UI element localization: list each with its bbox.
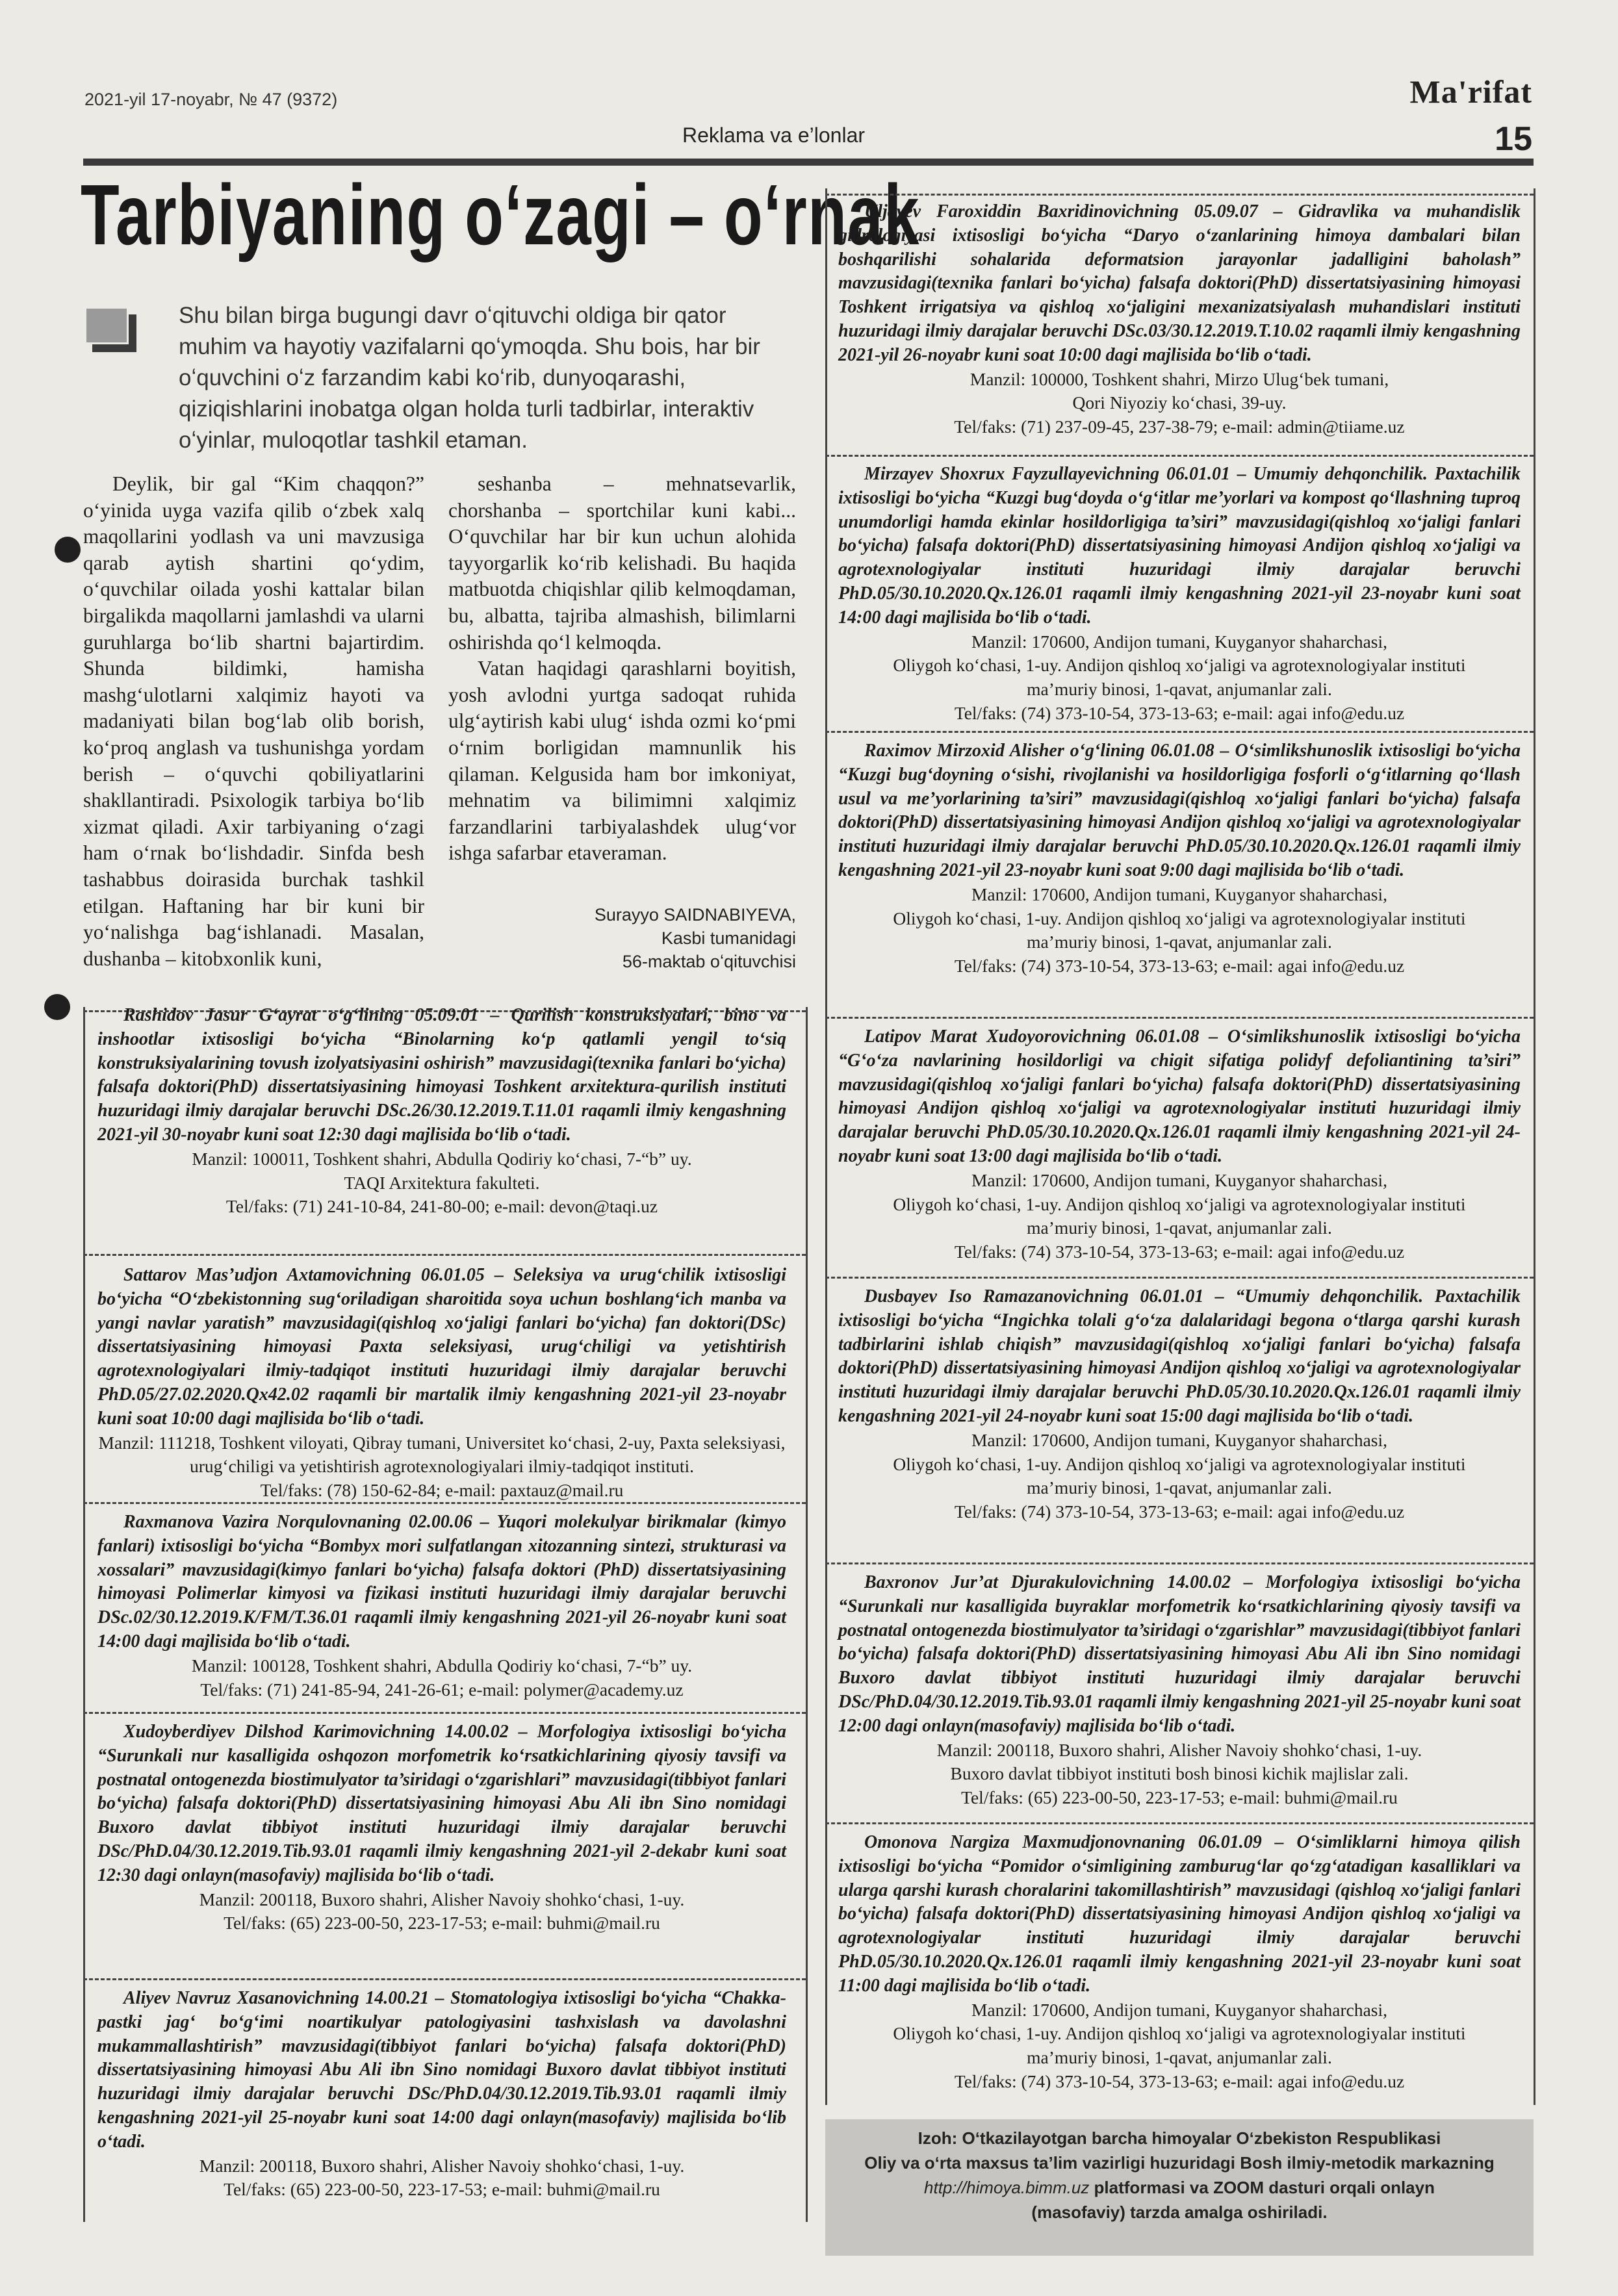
announcement [97, 1264, 786, 1503]
announcement-address: ma’muriy binosi, 1-qavat, anjumanlar zali. [1027, 1477, 1332, 1498]
announcement-text: Omonova Nargiza Maxmudjonovnaning 06.01.09 – Oʻsimliklarni himoya qilish ixtisosligi boʻyicha “Pomidor oʻsimligining zamburugʻlar qoʻzgʻatadigan kasalliklari va ularga qarshi kurash choralarini takomillashtirish” mavzusidagi (qishloq xoʻjaligi fanlari boʻyicha) falsafa doktori(PhD) dissertatsiyasining himoyasi Andijon qishloq xoʻjaligi va agrotexnologiyalar instituti huzuridagi ilmiy darajalar beruvchi PhD.05/30.10.2020.Qx.126.01 raqamli ilmiy kengashning 2021-yil 23-noyabr kuni soat 11:00 dagi majlisida boʻlib oʻtadi. [838, 1832, 1521, 1996]
announcement-address: Manzil: 200118, Buxoro shahri, Alisher Navoiy shohkoʻchasi, 1-uy. [199, 1889, 685, 1909]
article-column-2 [448, 471, 796, 867]
announcement-text: Aliyev Navruz Xasanovichning 14.00.21 – Stomatologiya ixtisosligi boʻyicha “Chakka-pastki jagʻ boʻgʻimi noartikulyar patologiyasini tashxislash va davolashni mukammallashtirish” mavzusidagi(tibbiyot fanlari boʻyicha) falsafa doktori(PhD) dissertatsiyasining himoyasi Abu Ali ibn Sino nomidagi Buxoro davlat tibbiyot instituti huzuridagi ilmiy darajalar beruvchi DSc/PhD.04/30.12.2019.Tib.93.01 raqamli ilmiy kengashning 2021-yil 25-noyabr kuni soat 14:00 dagi onlayn(masofaviy) majlisida boʻlib oʻtadi. [97, 1988, 786, 2152]
article-paragraph: seshanba – mehnatsevarlik, chorshanba – sportchilar kuni kabi... Oʻquvchilar har bir kun uchun alohida tayyorgarlik koʻrib kelishadi. Bu haqida matbuotda chiqishlar qilib kelmoqdaman, bu, albatta, tajriba almashish, bilimlarni oshirishda qoʻl kelmoqda. [448, 472, 796, 654]
announcement-contacts: Tel/faks: (65) 223-00-50, 223-17-53; e-mail: buhmi@mail.ru [224, 2179, 660, 2200]
announcement-address: Oliygoh koʻchasi, 1-uy. Andijon qishloq xoʻjaligi va agrotexnologiyalar instituti [893, 1453, 1466, 1474]
announcement-text: Uljayev Faroxiddin Baxridinovichning 05.09.07 – Gidravlika va muhandislik gidrologiyasi ixtisosligi boʻyicha “Daryo oʻzanlarining himoya dambalari bilan boshqarilishi sohalarida deformatsion jarayonlar jadalligini baholash” mavzusidagi(texnika fanlari boʻyicha) falsafa doktori(PhD) dissertatsiyasining himoyasi Toshkent irrigatsiya va qishloq xoʻjaligini mexanizatsiyalash muhandislari instituti huzuridagi ilmiy darajalar beruvchi DSc.03/30.12.2019.T.10.02 raqamli ilmiy kengashning 2021-yil 26-noyabr kuni soat 10:00 dagi majlisida boʻlib oʻtadi. [838, 201, 1521, 365]
announcement-text: Sattarov Mas’udjon Axtamovichning 06.01.05 – Seleksiya va urugʻchilik ixtisosligi boʻyicha “Oʻzbekistonning sugʻoriladigan sharoitida soya uchun boshlangʻich manba va yangi navlar yaratish” mavzusidagi(qishloq xoʻjaligi fanlari boʻyicha) fan doktori(DSc) dissertatsiyasining himoyasi Paxta seleksiyasi, urugʻchiligi va yetishtirish agrotexnologiyalari ilmiy-tadqiqot instituti huzuridagi ilmiy darajalar beruvchi PhD.05/27.02.2020.Qx42.02 raqamli bir martalik ilmiy kengashning 2021-yil 23-noyabr kuni soat 10:00 dagi majlisida boʻlib oʻtadi. [97, 1265, 786, 1429]
announcement [838, 1285, 1521, 1524]
platform-link[interactable]: http://himoya.bimm.uz [924, 2178, 1090, 2197]
announcement-address: Manzil: 100128, Toshkent shahri, Abdulla Qodiriy koʻchasi, 7-“b” uy. [191, 1655, 693, 1676]
announcement [97, 1987, 786, 2202]
ad-separator [83, 1712, 806, 1714]
binder-hole-icon [55, 537, 81, 563]
announcement-contacts: Tel/faks: (74) 373-10-54, 373-13-63; e-mail: agai info@edu.uz [954, 1501, 1405, 1522]
announcement-contacts: Tel/faks: (74) 373-10-54, 373-13-63; e-mail: agai info@edu.uz [954, 956, 1405, 976]
ad-separator [83, 1978, 806, 1980]
announcement-address: Manzil: 100011, Toshkent shahri, Abdulla Qodiriy koʻchasi, 7-“b” uy. [192, 1148, 692, 1169]
announcement-address: Buxoro davlat tibbiyot instituti bosh binosi kichik majlislar zali. [950, 1763, 1409, 1784]
announcement-address: Manzil: 170600, Andijon tumani, Kuyganyor shaharchasi, [971, 1429, 1388, 1450]
announcement-text: Dusbayev Iso Ramazanovichning 06.01.01 – “Umumiy dehqonchilik. Paxtachilik ixtisosligi boʻyicha “Ingichka tolali gʻoʻza dalalaridagi begona oʻtlarga qarshi kurash tadbirlarini ishlab chiqish” mavzusidagi(qishloq xoʻjaligi fanlari boʻyicha) falsafa doktori(PhD) dissertatsiyasining himoyasi Andijon qishloq xoʻjaligi va agrotexnologiyalar instituti huzuridagi ilmiy darajalar beruvchi PhD.05/30.10.2020.Qx.126.01 raqamli ilmiy kengashning 2021-yil 24-noyabr kuni soat 15:00 dagi majlisida boʻlib oʻtadi. [838, 1286, 1521, 1426]
announcement-address: Manzil: 111218, Toshkent viloyati, Qibray tumani, Universitet koʻchasi, 2-uy, Paxta seleksiyasi, urugʻchiligi va yetishtirish agrotexnologiyalari ilmiy-tadqiqot instituti. [98, 1432, 786, 1477]
ad-separator [825, 194, 1534, 196]
announcement-address: Oliygoh koʻchasi, 1-uy. Andijon qishloq xoʻjaligi va agrotexnologiyalar instituti [893, 1193, 1466, 1214]
announcement-text: Baxronov Jur’at Djurakulovichning 14.00.02 – Morfologiya ixtisosligi boʻyicha “Surunkali nur kasalligida buyraklar morfometrik koʻrsatkichlarining qiyosiy tavsifi va postnatal ontogenezda biostimulyator ta’siridagi oʻzgarishlar” mavzusidagi(tibbiyot fanlari boʻyicha) falsafa doktori(PhD) dissertatsiyasining himoyasi Abu Ali ibn Sino nomidagi Buxoro davlat tibbiyot instituti huzuridagi ilmiy darajalar beruvchi DSc/PhD.04/30.12.2019.Tib.93.01 raqamli ilmiy kengashning 2021-yil 25-noyabr kuni soat 12:00 dagi onlayn(masofaviy) majlisida boʻlib oʻtadi. [838, 1572, 1521, 1736]
article-signature [448, 903, 796, 973]
right-ads-border [825, 188, 827, 2105]
announcement-text: Xudoyberdiyev Dilshod Karimovichning 14.00.02 – Morfologiya ixtisosligi boʻyicha “Surunkali nur kasalligida oshqozon morfometrik koʻrsatkichlarining qiyosiy tavsifi va postnatal ontogenezda biostimulyator ta’siridagi oʻzgarishlari” mavzusidagi(tibbiyot fanlari boʻyicha) falsafa doktori(PhD) dissertatsiyasining himoyasi Abu Ali ibn Sino nomidagi Buxoro davlat tibbiyot instituti huzuridagi ilmiy darajalar beruvchi DSc/PhD.04/30.12.2019.Tib.93.01 raqamli ilmiy kengashning 2021-yil 2-dekabr kuni soat 12:30 dagi onlayn(masofaviy) majlisida boʻlib oʻtadi. [97, 1722, 786, 1885]
header-rule [83, 159, 1534, 166]
author-place: Kasbi tumanidagi [661, 928, 796, 948]
ad-separator [825, 731, 1534, 733]
announcement-address: ma’muriy binosi, 1-qavat, anjumanlar zali. [1027, 932, 1332, 952]
issue-date: 2021-yil 17-noyabr, № 47 (9372) [84, 90, 338, 109]
announcement [838, 200, 1521, 439]
author-name: Surayyo SAIDNABIYEVA, [594, 905, 796, 925]
announcement-contacts: Tel/faks: (71) 241-10-84, 241-80-00; e-mail: devon@taqi.uz [225, 1196, 658, 1217]
announcement-text: Raximov Mirzoxid Alisher oʻgʻlining 06.01.08 – Oʻsimlikshunoslik ixtisosligi boʻyicha “Kuzgi bugʻdoyning oʻsishi, rivojlanishi va hosildorligiga fosforli oʻgʻitlarning qoʻllash usul va me’yorlarining ta’siri” mavzusidagi(qishloq xoʻjaligi fanlari boʻyicha) falsafa doktori(PhD) dissertatsiyasining himoyasi Andijon qishloq xoʻjaligi va agrotexnologiyalar instituti huzuridagi ilmiy darajalar beruvchi PhD.05/30.10.2020.Qx.126.01 raqamli ilmiy kengashning 2021-yil 23-noyabr kuni soat 9:00 dagi majlisida boʻlib oʻtadi. [838, 741, 1521, 880]
announcement-contacts: Tel/faks: (71) 237-09-45, 237-38-79; e-mail: admin@tiiame.uz [954, 416, 1405, 437]
left-ads-border [806, 1007, 808, 2222]
page-number: 15 [1495, 120, 1532, 158]
note-box [825, 2119, 1534, 2256]
article-title: Tarbiyaning oʻzagi – oʻrnak [81, 167, 920, 262]
announcement-address: Manzil: 170600, Andijon tumani, Kuyganyor shaharchasi, [971, 631, 1388, 652]
ad-separator [825, 1017, 1534, 1019]
announcement [97, 1004, 786, 1219]
announcement-contacts: Tel/faks: (65) 223-00-50, 223-17-53; e-mail: buhmi@mail.ru [224, 1913, 660, 1933]
announcement-address: TAQI Arxitektura fakulteti. [344, 1172, 540, 1193]
binder-hole-icon [44, 994, 70, 1020]
section-title: Reklama va e’lonlar [682, 123, 866, 147]
announcement-contacts: Tel/faks: (65) 223-00-50, 223-17-53; e-mail: buhmi@mail.ru [961, 1787, 1398, 1808]
announcement-address: Manzil: 170600, Andijon tumani, Kuyganyor shaharchasi, [971, 884, 1388, 904]
announcement-contacts: Tel/faks: (78) 150-62-84; e-mail: paxtauz@mail.ru [260, 1480, 624, 1501]
announcement-contacts: Tel/faks: (74) 373-10-54, 373-13-63; e-mail: agai info@edu.uz [954, 702, 1405, 723]
announcement-address: Qori Niyoziy koʻchasi, 39-uy. [1072, 392, 1287, 413]
article-paragraph: Vatan haqidagi qarashlarni boyitish, yosh avlodni yurtga sadoqat ruhida ulgʻaytirish kabi ulugʻ ishda ozmi koʻpmi oʻrnim borligidan mamnunlik his qilaman. Kelgusida ham bor imkoniyat, mehnatim va bilimimni xalqimiz farzandlarini tarbiyalashdek ulugʻvor ishga safarbar etaveraman. [448, 657, 796, 865]
announcement-text: Latipov Marat Xudoyorovichning 06.01.08 – Oʻsimlikshunoslik ixtisosligi boʻyicha “Gʻoʻza navlarining hosildorligi va chigit sifatiga polidyf defoliantining ta’siri” mavzusidagi(qishloq xoʻjaligi fanlari boʻyicha) falsafa doktori(PhD) dissertatsiyasining himoyasi Andijon qishloq xoʻjaligi va agrotexnologiyalar instituti huzuridagi ilmiy darajalar beruvchi PhD.05/30.10.2020.Qx.126.01 raqamli ilmiy kengashning 2021-yil 24-noyabr kuni soat 13:00 dagi majlisida boʻlib oʻtadi. [838, 1027, 1521, 1166]
announcement [97, 1720, 786, 1935]
announcement-address: Manzil: 200118, Buxoro shahri, Alisher Navoiy shohkoʻchasi, 1-uy. [936, 1739, 1422, 1760]
announcement [838, 463, 1521, 726]
article-column-1: Deylik, bir gal “Kim chaqqon?” oʻyinida uyga vazifa qilib oʻzbek xalq maqollarini yodlash va uni mavzusiga qarab aytish shartini qoʻydim, oʻquvchilar oilada yoshi kattalar bilan birgalikda maqollarni jamlashdi va ularni guruhlarga boʻlib shartni bajartirdim. Shunda bildimki, hamisha mashgʻulotlarni xalqimiz hayoti va madaniyati bilan bogʻlab olib borish, koʻproq anglash va tushunishga yordam berish – oʻquvchi qobiliyatlarini shakllantiradi. Psixologik tarbiya boʻlib xizmat qiladi. Axir tarbiyaning oʻzagi ham oʻrnak boʻlishdadir. Sinfda besh tashabbus doirasida burchak tashkil etilgan. Haftaning har bir kuni bir yoʻnalishga bagʻishlanadi. Masalan, dushanba – kitobxonlik kuni, [83, 472, 424, 970]
right-ads-border [1534, 188, 1535, 2105]
ad-separator [825, 1563, 1534, 1564]
newspaper-logo: Ma'rifat [1409, 73, 1532, 110]
ad-separator [825, 1277, 1534, 1279]
author-position: 56-maktab oʻqituvchisi [622, 952, 796, 971]
announcement-address: Oliygoh koʻchasi, 1-uy. Andijon qishloq xoʻjaligi va agrotexnologiyalar instituti [893, 2023, 1466, 2044]
ad-separator [825, 1822, 1534, 1824]
lead-square-icon [84, 307, 138, 352]
announcement-text: Rashidov Jasur Gʻayrat oʻgʻlining 05.09.01 – Qurilish konstruksiyalari, bino va inshootlar ixtisosligi boʻyicha “Binolarning koʻp qatlamli yengil toʻsiq konstruksiyalarining tovush izolyatsiyasini oshirish” mavzusidagi(texnika fanlari boʻyicha) falsafa doktori(PhD) dissertatsiyasining himoyasi Toshkent arxitektura-qurilish instituti huzuridagi ilmiy darajalar beruvchi DSc.26/30.12.2019.T.11.01 raqamli ilmiy kengashning 2021-yil 30-noyabr kuni soat 12:30 dagi majlisida boʻlib oʻtadi. [97, 1005, 786, 1145]
announcement-address: Manzil: 200118, Buxoro shahri, Alisher Navoiy shohkoʻchasi, 1-uy. [199, 2155, 685, 2176]
announcement-address: Oliygoh koʻchasi, 1-uy. Andijon qishloq xoʻjaligi va agrotexnologiyalar instituti [893, 655, 1466, 676]
note-line: (masofaviy) tarzda amalga oshiriladi. [1031, 2202, 1328, 2222]
announcement [838, 1025, 1521, 1264]
note-line: Oliy va oʻrta maxsus ta’lim vazirligi huzuridagi Bosh ilmiy-metodik markazning [864, 2153, 1495, 2173]
note-line: Izoh: Oʻtkazilayotgan barcha himoyalar Oʻzbekiston Respublikasi [918, 2128, 1441, 2148]
announcement-address: Manzil: 170600, Andijon tumani, Kuyganyor shaharchasi, [971, 1999, 1388, 2020]
announcement-text: Raxmanova Vazira Norqulovnaning 02.00.06 – Yuqori molekulyar birikmalar (kimyo fanlari) ixtisosligi boʻyicha “Bombyx mori sulfatlangan xitozanning sintezi, strukturasi va xossalari” mavzusidagi(kimyo fanlari boʻyicha) falsafa doktori (PhD) dissertatsiyasining himoyasi Polimerlar kimyosi va fizikasi instituti huzuridagi ilmiy darajalar beruvchi DSc.02/30.12.2019.K/FM/T.36.01 raqamli ilmiy kengashning 2021-yil 26-noyabr kuni soat 14:00 dagi majlisida boʻlib oʻtadi. [97, 1512, 786, 1652]
announcement [838, 1571, 1521, 1810]
note-line-rest: platformasi va ZOOM dasturi orqali onlayn [1089, 2178, 1435, 2197]
announcement-address: Manzil: 100000, Toshkent shahri, Mirzo Ulugʻbek tumani, [970, 368, 1389, 389]
announcement-address: Manzil: 170600, Andijon tumani, Kuyganyor shaharchasi, [971, 1169, 1388, 1190]
ad-separator [83, 1502, 806, 1504]
announcement-contacts: Tel/faks: (74) 373-10-54, 373-13-63; e-mail: agai info@edu.uz [954, 1242, 1405, 1262]
announcement-text: Mirzayev Shoxrux Fayzullayevichning 06.01.01 – Umumiy dehqonchilik. Paxtachilik ixtisosligi boʻyicha “Kuzgi bugʻdoyda oʻgʻitlar me’yorlari va kompost qoʻllashning tuproq unumdorligi hamda ekinlar hosildorligiga ta’siri” mavzusidagi(qishloq xoʻjaligi fanlari boʻyicha) falsafa doktori(PhD) dissertatsiyasining himoyasi Andijon qishloq xoʻjaligi va agrotexnologiyalar instituti huzuridagi ilmiy darajalar beruvchi PhD.05/30.10.2020.Qx.126.01 raqamli ilmiy kengashning 2021-yil 23-noyabr kuni soat 14:00 dagi majlisida boʻlib oʻtadi. [838, 464, 1521, 628]
announcement [97, 1511, 786, 1702]
note-line [838, 2175, 1521, 2200]
announcement-address: Oliygoh koʻchasi, 1-uy. Andijon qishloq xoʻjaligi va agrotexnologiyalar instituti [893, 908, 1466, 928]
announcement-address: ma’muriy binosi, 1-qavat, anjumanlar zali. [1027, 679, 1332, 700]
ad-separator [825, 455, 1534, 457]
announcement [838, 739, 1521, 978]
left-ads-border [83, 1007, 85, 2222]
announcement-address: ma’muriy binosi, 1-qavat, anjumanlar zali. [1027, 1218, 1332, 1238]
announcement [838, 1831, 1521, 2094]
article-lead: Shu bilan birga bugungi davr oʻqituvchi oldiga bir qator muhim va hayotiy vazifalarni qoʻymoqda. Shu bois, har bir oʻquvchini oʻz farzandim kabi koʻrib, dunyoqarashi, qiziqishlarini inobatga olgan holda turli tadbirlar, interaktiv oʻyinlar, muloqotlar tashkil etaman. [179, 303, 760, 453]
ad-separator [83, 1254, 806, 1256]
announcement-address: ma’muriy binosi, 1-qavat, anjumanlar zali. [1027, 2047, 1332, 2068]
announcement-contacts: Tel/faks: (74) 373-10-54, 373-13-63; e-mail: agai info@edu.uz [954, 2071, 1405, 2091]
announcement-contacts: Tel/faks: (71) 241-85-94, 241-26-61; e-mail: polymer@academy.uz [200, 1679, 684, 1700]
